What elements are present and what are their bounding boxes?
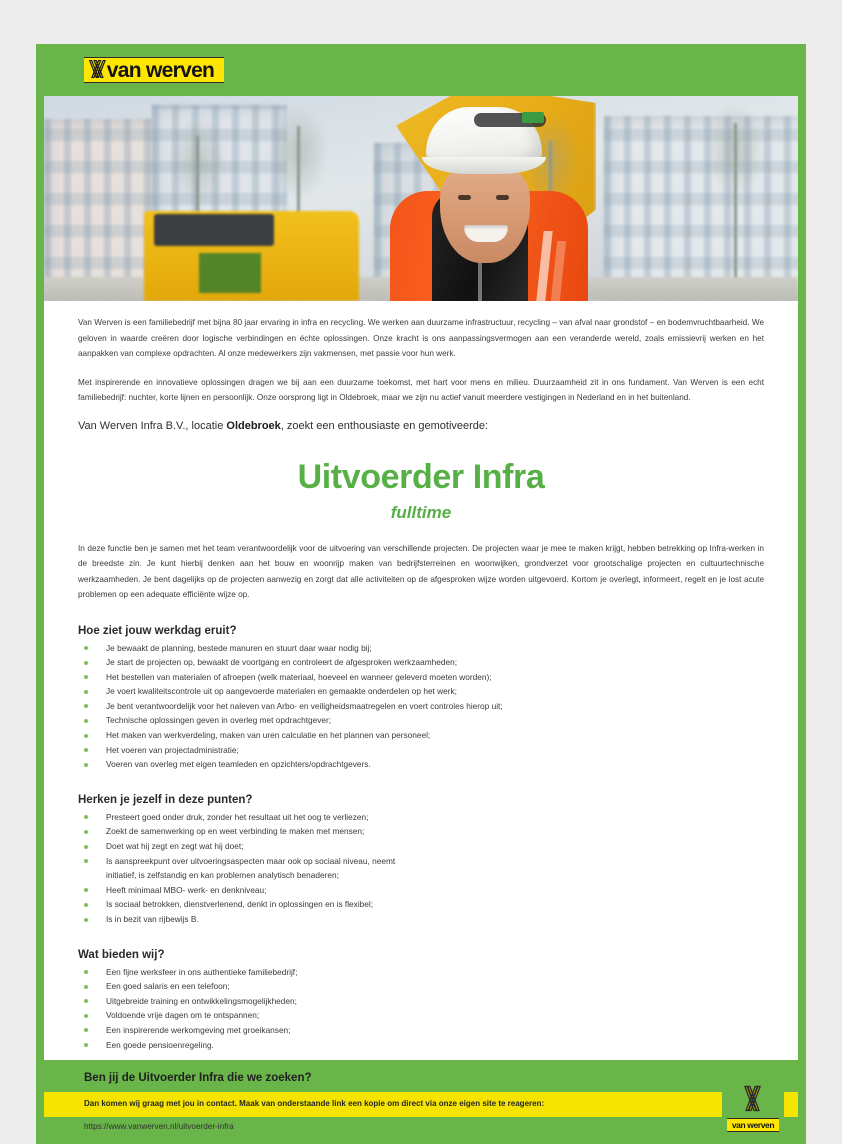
smile bbox=[464, 225, 508, 242]
building-right bbox=[604, 116, 798, 301]
tree-trunk bbox=[734, 123, 737, 301]
eye bbox=[458, 195, 471, 200]
list-item: Is aanspreekpunt over uitvoeringsaspecten maar ook op sociaal niveau, neemt bbox=[78, 854, 764, 869]
location-name: Oldebroek bbox=[226, 419, 281, 432]
list-item: Een inspirerende werkomgeving met groeikansen; bbox=[78, 1023, 764, 1038]
list-item: Is in bezit van rijbewijs B. bbox=[78, 912, 764, 927]
apply-url[interactable]: https://www.vanwerven.nl/uitvoerder-infra bbox=[84, 1122, 234, 1131]
hero-photo bbox=[44, 96, 798, 301]
list-item: Een goed salaris en een telefoon; bbox=[78, 979, 764, 994]
location-suffix: , zoekt een enthousiaste en gemotiveerde: bbox=[280, 419, 489, 432]
job-description: In deze functie ben je samen met het team verantwoordelijk voor de uitvoering van verschillende projecten. De projecten waar je mee te maken krijgt, hebben betrekking op Infra-werken in de breedste zin. Je kunt hierbij denken aan het bouw en woonrijp maken van bedrijfsterreinen en woonwijken, grondverzet voor grootschalige projecten en cultuurtechnische werkzaamheden. Je bent dagelijks op de projecten aanwezig en zorgt dat alle activiteiten op de afgesproken wijze worden uitgevoerd. Kortom je overlegt, informeert, regelt en je lost acute problemen op een adequate efficiënte wijze op. bbox=[78, 543, 764, 599]
page-footer bbox=[36, 1060, 806, 1144]
list-item: Je bent verantwoordelijk voor het naleven van Arbo- en veiligheidsmaatregelen en voert controles hierop uit; bbox=[78, 699, 764, 714]
sections-container bbox=[78, 625, 764, 1053]
footer-heading: Ben jij de Uitvoerder Infra die we zoeken? bbox=[84, 1072, 312, 1084]
helmet-sticker bbox=[522, 112, 544, 123]
page-header bbox=[36, 44, 806, 96]
bullet-list-workday bbox=[78, 641, 764, 772]
footer-company-name: van werven bbox=[727, 1118, 779, 1132]
intro-paragraph-1: Van Werven is een familiebedrijf met bijna 80 jaar ervaring in infra en recycling. We werken aan duurzame infrastructuur, recycling – van afval naar grondstof – en bodemvruchtbaarheid. We geloven in waarde creëren door logische verbindingen en échte oplossingen. Onze kracht is ons aanpassingsvermogen aan een veranderde wereld, zoals emissievrij werken en het aanpakken van complexe opdrachten. Al onze medewerkers zijn vakmensen, met passie voor hun werk. bbox=[78, 318, 764, 358]
list-item: Je bewaakt de planning, bestede manuren en stuurt daar waar nodig bij; bbox=[78, 641, 764, 656]
document-page bbox=[36, 44, 806, 1104]
list-item: Het maken van werkverdeling, maken van uren calculatie en het plannen van personeel; bbox=[78, 728, 764, 743]
list-item: Voeren van overleg met eigen teamleden en opzichters/opdrachtgevers. bbox=[78, 757, 764, 772]
list-item: Voldoende vrije dagen om te ontspannen; bbox=[78, 1008, 764, 1023]
list-item: Uitgebreide training en ontwikkelingsmogelijkheden; bbox=[78, 994, 764, 1009]
job-subtitle: fulltime bbox=[390, 502, 452, 522]
eye bbox=[496, 195, 509, 200]
worker-face bbox=[440, 159, 530, 263]
list-item: Technische oplossingen geven in overleg met opdrachtgever; bbox=[78, 713, 764, 728]
company-name: van werven bbox=[106, 58, 215, 82]
list-item: Presteert goed onder druk, zonder het resultaat uit het oog te verliezen; bbox=[78, 810, 764, 825]
location-line bbox=[78, 420, 764, 432]
job-title: Uitvoerder Infra bbox=[297, 457, 545, 496]
section-heading-offer: Wat bieden wij? bbox=[78, 948, 165, 961]
worker-portrait bbox=[374, 105, 604, 301]
list-item: Een fijne werksfeer in ons authentieke familiebedrijf; bbox=[78, 965, 764, 980]
footer-company-logo bbox=[722, 1072, 784, 1132]
machine-cab bbox=[154, 214, 274, 246]
cta-text: Dan komen wij graag met jou in contact. Maak van onderstaande link een kopie om direct via onze eigen site te reageren: bbox=[84, 1099, 545, 1108]
list-item: Doet wat hij zegt en zegt wat hij doet; bbox=[78, 839, 764, 854]
bullet-list-offer bbox=[78, 965, 764, 1053]
list-item: Je start de projecten op, bewaakt de voortgang en controleert de afgesproken werkzaamheden; bbox=[78, 655, 764, 670]
list-item: Het bestellen van materialen of afroepen (welk materiaal, hoeveel en wanneer geleverd moeten worden); bbox=[78, 670, 764, 685]
helmet-brim bbox=[422, 157, 546, 174]
intro-paragraph-2: Met inspirerende en innovatieve oplossingen dragen we bij aan een duurzame toekomst, met hart voor mens en milieu. Duurzaamheid zit in ons fundament. Van Werven is een echt familiebedrijf: nuchter, korte lijnen en persoonlijk. Onze oorsprong ligt in Oldebroek, maar we zijn nu actief vanuit meerdere vestigingen in Nederland en in het buitenland. bbox=[78, 377, 764, 402]
machine-logo bbox=[199, 253, 261, 293]
company-logo bbox=[84, 57, 224, 83]
cta-bar bbox=[44, 1092, 798, 1117]
vanwerven-monogram-icon: \/\/ bbox=[90, 55, 99, 83]
list-item: Zoekt de samenwerking op en weet verbinding te maken met mensen; bbox=[78, 824, 764, 839]
document-body bbox=[44, 301, 798, 1052]
list-item: Is sociaal betrokken, dienstverlenend, denkt in oplossingen en is flexibel; bbox=[78, 897, 764, 912]
vanwerven-monogram-icon: \/\/ bbox=[745, 1077, 751, 1118]
bullet-list-profile bbox=[78, 810, 764, 927]
list-item: Je voert kwaliteitscontrole uit op aangevoerde materialen en gemaakte onderdelen op het werk; bbox=[78, 684, 764, 699]
list-item: Heeft minimaal MBO- werk- en denkniveau; bbox=[78, 883, 764, 898]
section-heading-profile: Herken je jezelf in deze punten? bbox=[78, 793, 253, 806]
section-heading-workday: Hoe ziet jouw werkdag eruit? bbox=[78, 624, 237, 637]
list-item: Een goede pensioenregeling. bbox=[78, 1038, 764, 1053]
list-item-continuation: initiatief, is zelfstandig en kan problemen analytisch benaderen; bbox=[106, 870, 339, 881]
list-item: Het voeren van projectadministratie; bbox=[78, 743, 764, 758]
location-prefix: Van Werven Infra B.V., locatie bbox=[78, 419, 227, 432]
